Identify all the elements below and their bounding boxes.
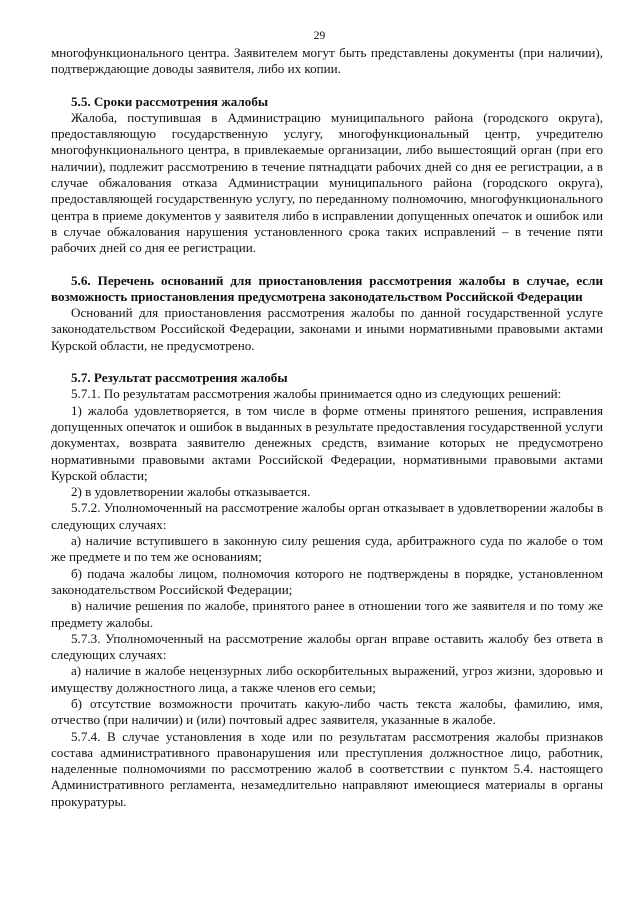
- paragraph-5-5: Жалоба, поступившая в Администрацию муниципального района (городского округа), предоставляющую государственную услугу, многофункциональный центр, учредителю многофункционального центра, в привлекаемые организации, либо вышестоящий орган (при его наличии), подлежит рассмотрению в течение пятнадцати рабочих дней со дня ее регистрации, а в случае обжалования отказа Администрации муниципального района (городского округа), предоставляющей государственную услугу, по переданному полномочию, многофункционального центра в приеме документов у заявителя либо в исправлении допущенных опечаток и ошибок или в случае обжалования нарушения установленного срока таких исправлений – в течение пяти рабочих дней со дня ее регистрации.: [51, 109, 603, 256]
- paragraph-5-7-2-item-v: в) наличие решения по жалобе, принятого ранее в отношении того же заявителя и по тому же предмету жалобы.: [51, 598, 603, 630]
- spacer: [51, 354, 603, 370]
- paragraph-5-7-2: 5.7.2. Уполномоченный на рассмотрение жалобы орган отказывает в удовлетворении жалобы в следующих случаях:: [51, 500, 603, 532]
- paragraph-5-7-3-item-a: а) наличие в жалобе нецензурных либо оскорбительных выражений, угроз жизни, здоровью и имуществу должностного лица, а также членов его семьи;: [51, 663, 603, 695]
- paragraph-5-7-4: 5.7.4. В случае установления в ходе или по результатам рассмотрения жалобы признаков состава административного правонарушения или преступления должностное лицо, работник, наделенные полномочиями по рассмотрению жалоб в соответствии с пунктом 5.4. настоящего Административного регламента, незамедлительно направляют имеющиеся материалы в органы прокуратуры.: [51, 728, 603, 809]
- spacer: [51, 257, 603, 273]
- paragraph-5-7-1: 5.7.1. По результатам рассмотрения жалобы принимается одно из следующих решений:: [71, 386, 562, 402]
- paragraph-5-7-2-item-b: б) подача жалобы лицом, полномочия которого не подтверждены в порядке, установленном законодательством Российской Федерации;: [51, 565, 603, 597]
- paragraph-5-6: Оснований для приостановления рассмотрения жалобы по данной государственной услуге законодательством Российской Федерации, законами и иными нормативными правовыми актами Курской области, не предусмотрено.: [51, 305, 603, 353]
- spacer: [51, 78, 603, 94]
- paragraph-5-7-1-item-2: 2) в удовлетворении жалобы отказывается.: [71, 484, 311, 500]
- heading-5-7: 5.7. Результат рассмотрения жалобы: [71, 370, 288, 386]
- page-number: 29: [313, 30, 326, 42]
- paragraph-5-7-1-item-1: 1) жалоба удовлетворяется, в том числе в форме отмены принятого решения, исправления допущенных опечаток и ошибок в выданных в результате предоставления государственной услуги документах, возврата заявителю денежных средств, взимание которых не предусмотрено нормативными правовыми актами Российской Федерации, нормативными правовыми актами Курской области;: [51, 402, 603, 483]
- heading-5-6: 5.6. Перечень оснований для приостановления рассмотрения жалобы в случае, если возможность приостановления предусмотрена законодательством Российской Федерации: [51, 272, 603, 304]
- paragraph-5-7-2-item-a: а) наличие вступившего в законную силу решения суда, арбитражного суда по жалобе о том же предмете и по тем же основаниям;: [51, 533, 603, 565]
- paragraph-continuation: многофункционального центра. Заявителем могут быть представлены документы (при наличии), подтверждающие доводы заявителя, либо их копии.: [51, 45, 603, 77]
- heading-5-5: 5.5. Сроки рассмотрения жалобы: [71, 93, 269, 109]
- paragraph-5-7-3: 5.7.3. Уполномоченный на рассмотрение жалобы орган вправе оставить жалобу без ответа в следующих случаях:: [51, 630, 603, 663]
- document-body: [51, 45, 603, 810]
- paragraph-5-7-3-item-b: б) отсутствие возможности прочитать какую-либо часть текста жалобы, фамилию, имя, отчество (при наличии) и (или) почтовый адрес заявителя, указанные в жалобе.: [51, 695, 603, 728]
